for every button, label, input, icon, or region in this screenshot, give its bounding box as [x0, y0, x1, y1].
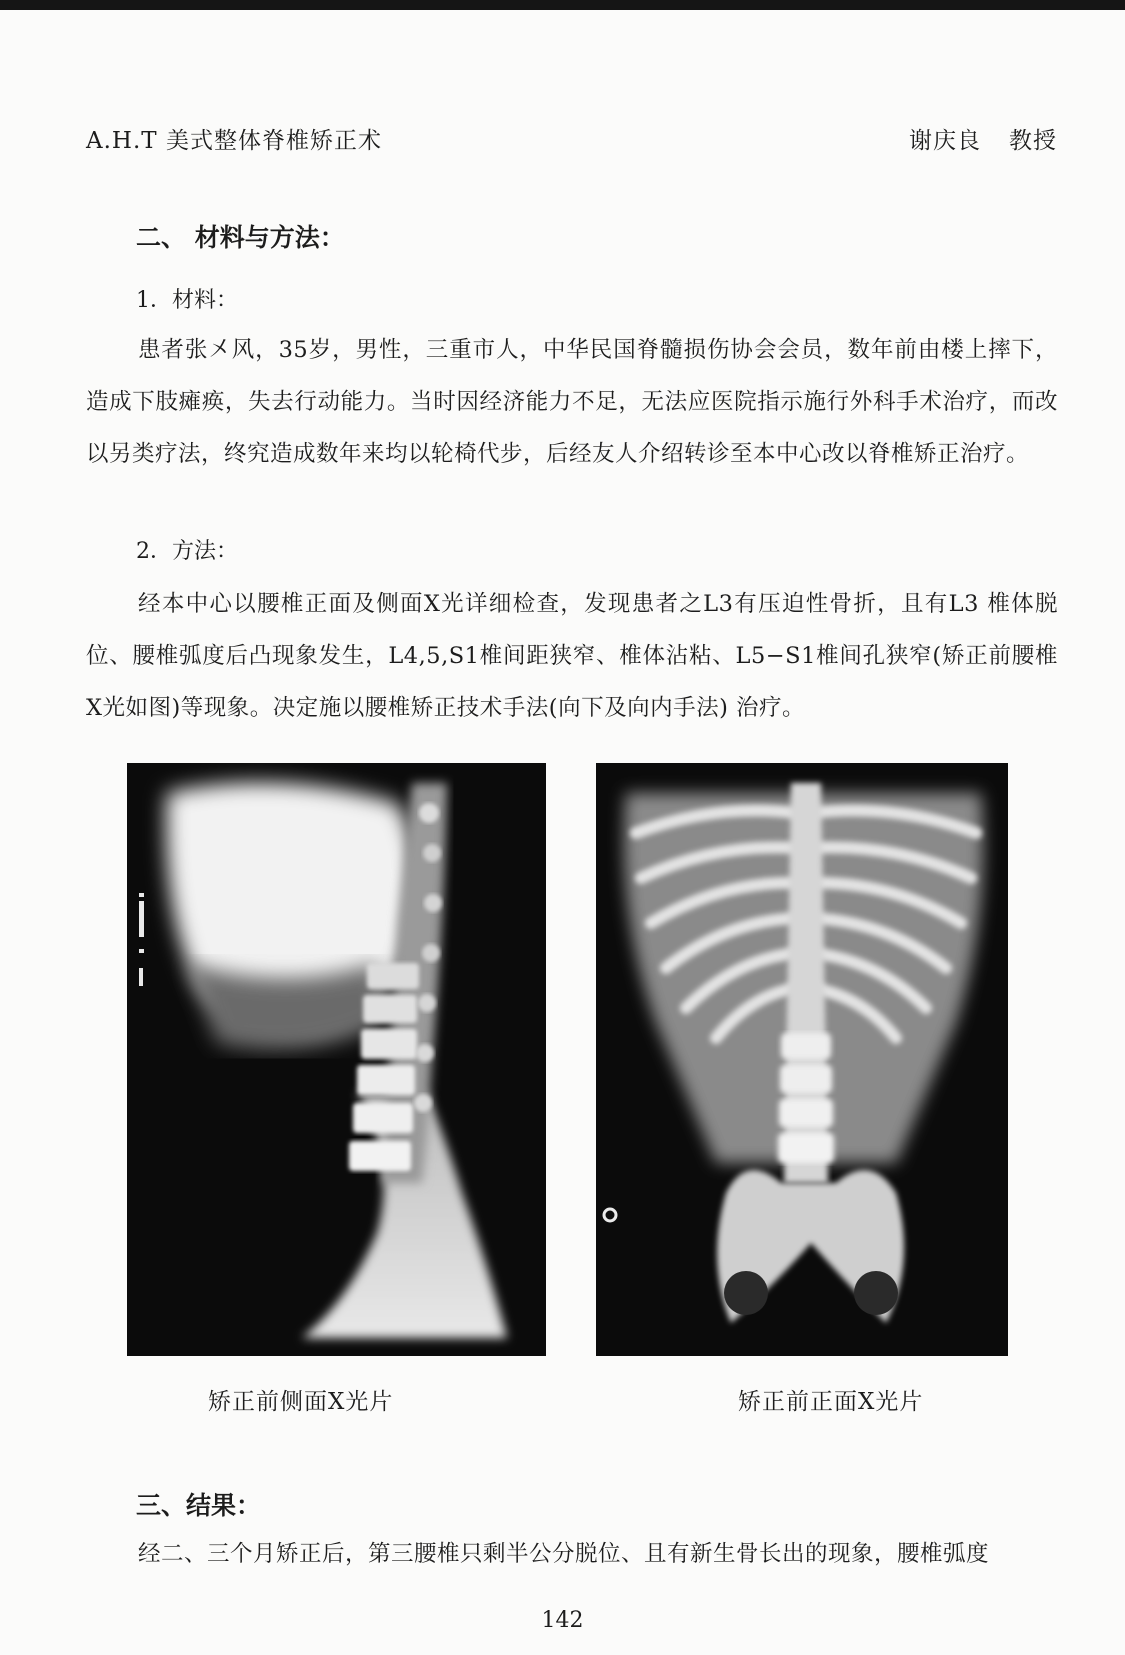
author-name: 谢庆良 — [909, 128, 981, 154]
xray-frontal-image — [596, 763, 1008, 1356]
scan-top-edge — [0, 0, 1125, 10]
section-heading-results: 三、结果： — [136, 1491, 262, 1520]
subheading-methods: 2．方法： — [136, 539, 238, 564]
author-title: 教授 — [1009, 128, 1057, 154]
page-number: 142 — [541, 1608, 584, 1633]
caption-frontal-xray: 矫正前正面X光片 — [738, 1389, 924, 1415]
caption-lateral-xray: 矫正前侧面X光片 — [208, 1389, 394, 1415]
paragraph-results: 经二、三个月矫正后，第三腰椎只剩半公分脱位、且有新生骨长出的现象，腰椎弧度 — [138, 1541, 990, 1567]
section-heading-materials-methods: 二、 材料与方法： — [136, 223, 345, 252]
xray-lateral-image — [127, 763, 546, 1356]
paragraph-materials: 患者张㐅风，35岁，男性，三重市人，中华民国脊髓损伤协会会员，数年前由楼上摔下，造成下肢瘫痪，失去行动能力。当时因经济能力不足，无法应医院指示施行外科手术治疗，而改以另类疗法，终究造成数年来均以轮椅代步，后经友人介绍转诊至本中心改以脊椎矫正治疗。 — [86, 337, 1058, 467]
subheading-materials: 1．材料： — [136, 288, 238, 313]
running-header-author — [909, 122, 1057, 155]
running-header-title: A.H.T 美式整体脊椎矫正术 — [86, 128, 382, 154]
paragraph-methods: 经本中心以腰椎正面及侧面X光详细检查，发现患者之L3有压迫性骨折，且有L3 椎体脱位、腰椎弧度后凸现象发生，L4,5,S1椎间距狭窄、椎体沾粘、L5−S1椎间孔狭窄(矫正前腰椎X光如图)等现象。决定施以腰椎矫正技术手法(向下及向内手法) 治疗。 — [86, 591, 1058, 721]
